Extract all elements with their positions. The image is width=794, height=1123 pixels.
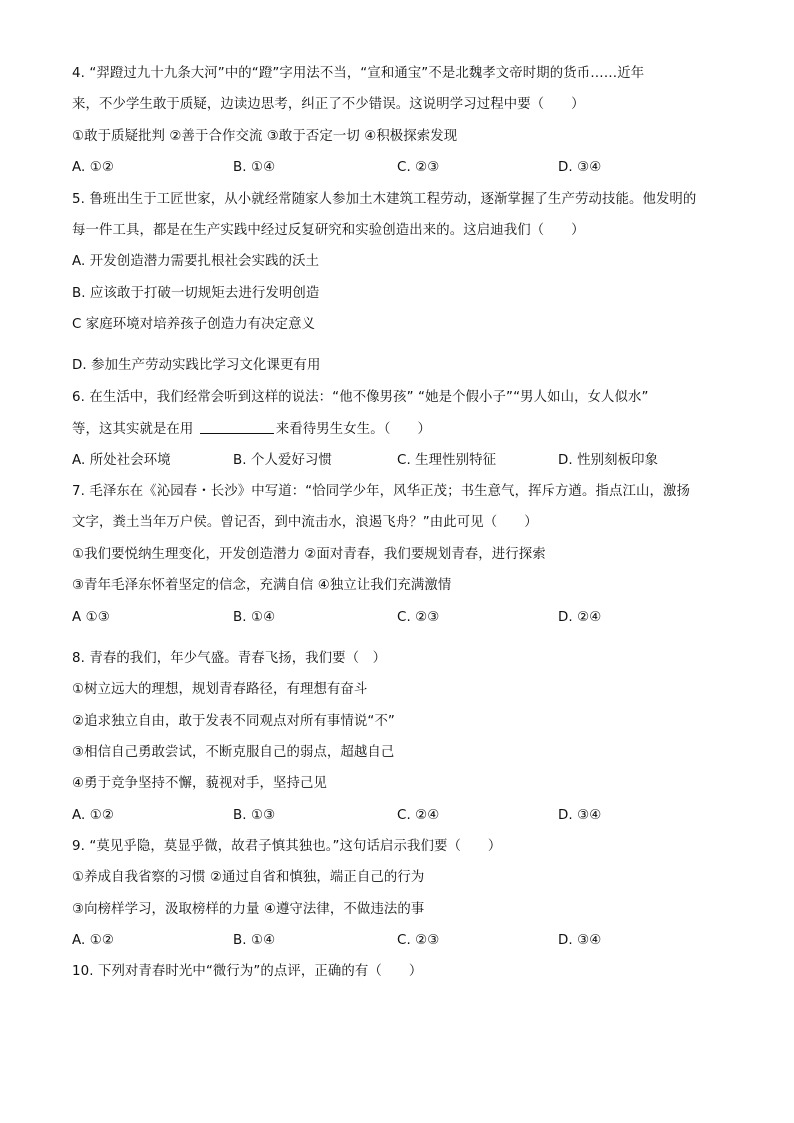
- q9-option-b[interactable]: B. ①④: [233, 933, 276, 948]
- q8-item-1: ①树立远大的理想，规划青春路径，有理想有奋斗: [72, 682, 368, 697]
- q7-option-d[interactable]: D. ②④: [558, 610, 602, 625]
- q7-items-line1: ①我们要悦纳生理变化，开发创造潜力 ②面对青春，我们要规划青春，进行探索: [72, 547, 546, 562]
- q6-stem-line2: [72, 419, 431, 440]
- q4-option-d[interactable]: D. ③④: [558, 160, 602, 175]
- q7-options: [72, 608, 722, 628]
- q4-stem-line1: 4. “羿蹬过九十九条大河”中的“蹬”字用法不当，“宣和通宝”不是北魏孝文帝时期的货币……近年: [72, 66, 645, 81]
- q5-stem-line1: 5. 鲁班出生于工匠世家，从小就经常随家人参加土木建筑工程劳动，逐渐掌握了生产劳动技能。他发明的: [72, 192, 697, 207]
- q8-item-2: ②追求独立自由，敢于发表不同观点对所有事情说“不”: [72, 714, 395, 729]
- q7-option-c[interactable]: C. ②③: [397, 610, 440, 625]
- q4-items: ①敢于质疑批判 ②善于合作交流 ③敢于否定一切 ④积极探索发现: [72, 129, 458, 144]
- q8-stem: 8. 青春的我们，年少气盛。青春飞扬，我们要（ ）: [72, 651, 387, 666]
- q6-stem-suffix: 来看待男生女生。（ ）: [275, 422, 431, 437]
- q7-items-line2: ③青年毛泽东怀着坚定的信念，充满自信 ④独立让我们充满激情: [72, 578, 452, 593]
- q5-option-c[interactable]: C 家庭环境对培养孩子创造力有决定意义: [72, 317, 316, 332]
- q10-stem: 10. 下列对青春时光中“微行为”的点评，正确的有（ ）: [72, 964, 423, 979]
- q6-answer-blank: [200, 419, 274, 434]
- q7-option-b[interactable]: B. ①④: [233, 610, 276, 625]
- q9-items-line1: ①养成自我省察的习惯 ②通过自省和慎独，端正自己的行为: [72, 870, 425, 885]
- q8-item-4: ④勇于竞争坚持不懈，藐视对手，坚持己见: [72, 776, 327, 791]
- q5-stem-line2: 每一件工具，都是在生产实践中经过反复研究和实验创造出来的。这启迪我们（ ）: [72, 223, 585, 238]
- q9-options: [72, 931, 722, 951]
- q8-item-3: ③相信自己勇敢尝试，不断克服自己的弱点，超越自己: [72, 745, 395, 760]
- q8-option-c[interactable]: C. ②④: [397, 808, 440, 823]
- q9-stem: 9. “莫见乎隐，莫显乎微，故君子慎其独也。”这句话启示我们要（ ）: [72, 839, 502, 854]
- q6-options: [72, 451, 722, 471]
- q8-options: [72, 806, 722, 826]
- q9-option-a[interactable]: A. ①②: [72, 933, 114, 948]
- q6-stem-prefix: 等，这其实就是在用: [72, 422, 198, 437]
- q6-option-c[interactable]: C. 生理性别特征: [397, 453, 497, 468]
- q8-option-d[interactable]: D. ③④: [558, 808, 602, 823]
- q4-option-b[interactable]: B. ①④: [233, 160, 276, 175]
- q5-option-b[interactable]: B. 应该敢于打破一切规矩去进行发明创造: [72, 286, 320, 301]
- q5-option-d[interactable]: D. 参加生产劳动实践比学习文化课更有用: [72, 358, 321, 373]
- q4-option-a[interactable]: A. ①②: [72, 160, 114, 175]
- q7-option-a[interactable]: A ①③: [72, 610, 110, 625]
- q8-option-a[interactable]: A. ①②: [72, 808, 114, 823]
- q4-option-c[interactable]: C. ②③: [397, 160, 440, 175]
- q6-stem-line1: 6. 在生活中，我们经常会听到这样的说法：“他不像男孩” “她是个假小子”“男人如山，女人似水”: [72, 390, 649, 405]
- q4-options: [72, 158, 722, 178]
- q5-option-a[interactable]: A. 开发创造潜力需要扎根社会实践的沃土: [72, 254, 320, 269]
- q9-option-c[interactable]: C. ②③: [397, 933, 440, 948]
- q4-stem-line2: 来，不少学生敢于质疑，边读边思考，纠正了不少错误。这说明学习过程中要（ ）: [72, 97, 585, 112]
- q9-items-line2: ③向榜样学习，汲取榜样的力量 ④遵守法律，不做违法的事: [72, 902, 425, 917]
- q6-option-d[interactable]: D. 性别刻板印象: [558, 453, 659, 468]
- q9-option-d[interactable]: D. ③④: [558, 933, 602, 948]
- q8-option-b[interactable]: B. ①③: [233, 808, 276, 823]
- q7-stem-line1: 7. 毛泽东在《沁园春・长沙》中写道：“恰同学少年，风华正茂；书生意气，挥斥方遒。指点江山，激扬: [72, 484, 690, 499]
- q6-option-a[interactable]: A. 所处社会环境: [72, 453, 171, 468]
- q7-stem-line2: 文字，粪土当年万户侯。曾记否，到中流击水，浪遏飞舟？”由此可见（ ）: [72, 515, 538, 530]
- q6-option-b[interactable]: B. 个人爱好习惯: [233, 453, 332, 468]
